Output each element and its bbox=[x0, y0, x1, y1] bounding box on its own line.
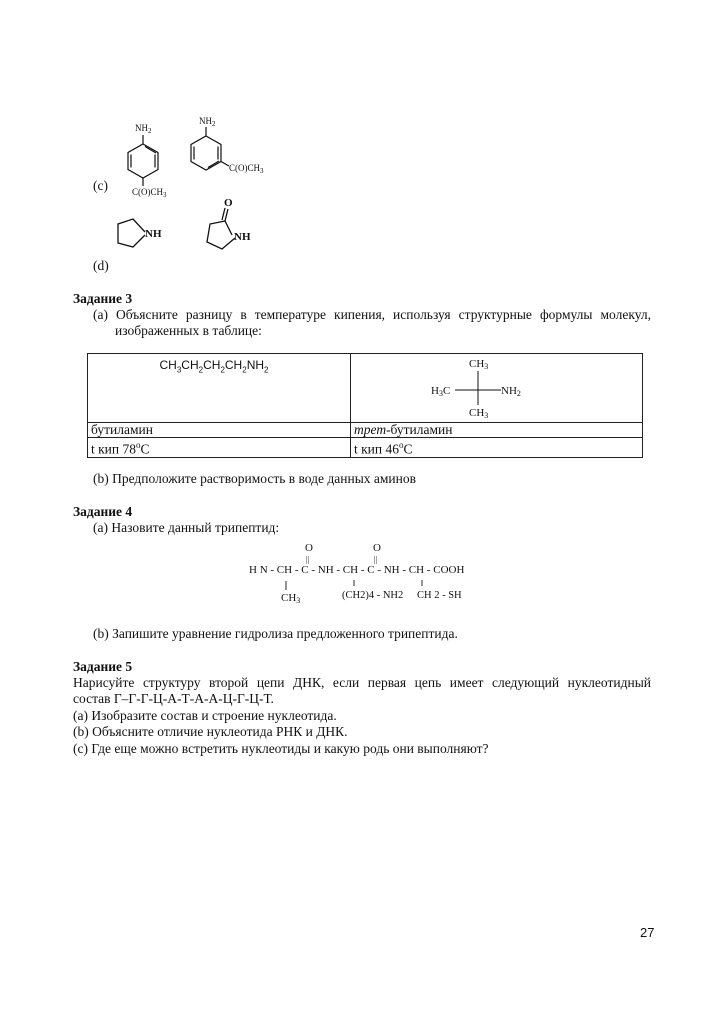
svg-text:CH 2 - SH: CH 2 - SH bbox=[417, 590, 462, 601]
svg-text:||: || bbox=[306, 555, 310, 564]
svg-text:(CH2)4 - NH2: (CH2)4 - NH2 bbox=[342, 590, 404, 601]
oxo-label: O bbox=[224, 197, 233, 209]
butylamine-name: бутиламин bbox=[88, 423, 351, 438]
pyrrolidone-structure bbox=[207, 208, 235, 249]
structures-figure bbox=[0, 110, 724, 280]
para-aminoacetophenone-structure bbox=[128, 135, 158, 186]
tert-butylamine-name: трет-бутиламин bbox=[351, 423, 643, 438]
task5-heading: Задание 5 bbox=[73, 659, 133, 674]
butylamine-formula: $CH_3CH_2CH_2CH_2NH_2$ bbox=[159, 358, 269, 375]
names-row bbox=[88, 423, 643, 438]
tert-butylamine-bp: t кип 46$^o$C bbox=[351, 438, 643, 458]
formula-row bbox=[88, 354, 643, 423]
task3-item-b: (b) Предположите растворимость в воде данных аминов bbox=[93, 471, 416, 486]
svg-text:O: O bbox=[373, 542, 381, 554]
nh-label: NH bbox=[234, 231, 251, 243]
svg-text:CH3: CH3 bbox=[281, 592, 301, 605]
nh2-label: $NH_2$ bbox=[199, 116, 216, 128]
svg-text:H N - CH - C - NH - CH - C - N: H N - CH - C - NH - CH - C - NH - CH - COOH bbox=[249, 564, 465, 576]
svg-text:||: || bbox=[374, 555, 378, 564]
butylamine-formula-cell bbox=[88, 354, 351, 423]
task5-item-a: (a) Изобразите состав и строение нуклеотида. bbox=[73, 708, 337, 723]
tert-butylamine-formula-cell bbox=[351, 354, 643, 423]
svg-text:O: O bbox=[305, 542, 313, 554]
tert-butylamine-formula bbox=[351, 354, 641, 422]
task5-item-c: (c) Где еще можно встретить нуклеотиды и какую родь они выполняют? bbox=[73, 741, 489, 756]
task3-heading: Задание 3 bbox=[73, 291, 133, 306]
pyrrolidine-structure bbox=[118, 219, 145, 247]
task4-heading: Задание 4 bbox=[73, 504, 133, 519]
butylamine-bp: t кип 78$^o$C bbox=[88, 438, 351, 458]
boiling-point-row bbox=[88, 438, 643, 458]
task4-item-b: (b) Запишите уравнение гидролиза предложенного трипептида. bbox=[93, 626, 458, 641]
svg-text:CH3: CH3 bbox=[469, 407, 489, 420]
svg-text:H3C: H3C bbox=[431, 385, 451, 398]
structure-d-label: (d) bbox=[93, 258, 109, 273]
task3-item-a-cont: изображенных в таблице: bbox=[115, 323, 262, 338]
task5-line1: Нарисуйте структуру второй цепи ДНК, если первая цепь имеет следующий нуклеотидный bbox=[73, 675, 651, 690]
nh2-label: $NH_2$ bbox=[135, 123, 152, 135]
task3-item-a: (a) Объясните разницу в температуре кипения, используя структурные формулы молекул, bbox=[93, 307, 651, 322]
task5-line2: состав Г–Г-Г-Ц-А-Т-А-А-Ц-Г-Ц-Т. bbox=[73, 691, 274, 706]
page-number: 27 bbox=[640, 925, 655, 940]
svg-text:CH3: CH3 bbox=[469, 358, 489, 371]
acetyl-label: $C(O)CH_3$ bbox=[132, 187, 167, 199]
task5-item-b: (b) Объясните отличие нуклеотида РНК и ДНК. bbox=[73, 724, 348, 739]
svg-text:NH2: NH2 bbox=[501, 385, 521, 398]
amines-table bbox=[87, 353, 643, 458]
tripeptide-formula bbox=[245, 538, 485, 608]
task4-item-a: (a) Назовите данный трипептид: bbox=[93, 520, 280, 535]
nh-label: NH bbox=[145, 228, 162, 240]
acetyl-label: $C(O)CH_3$ bbox=[229, 163, 264, 175]
structure-c-label: (c) bbox=[93, 178, 108, 193]
meta-aminoacetophenone-structure bbox=[191, 127, 229, 170]
